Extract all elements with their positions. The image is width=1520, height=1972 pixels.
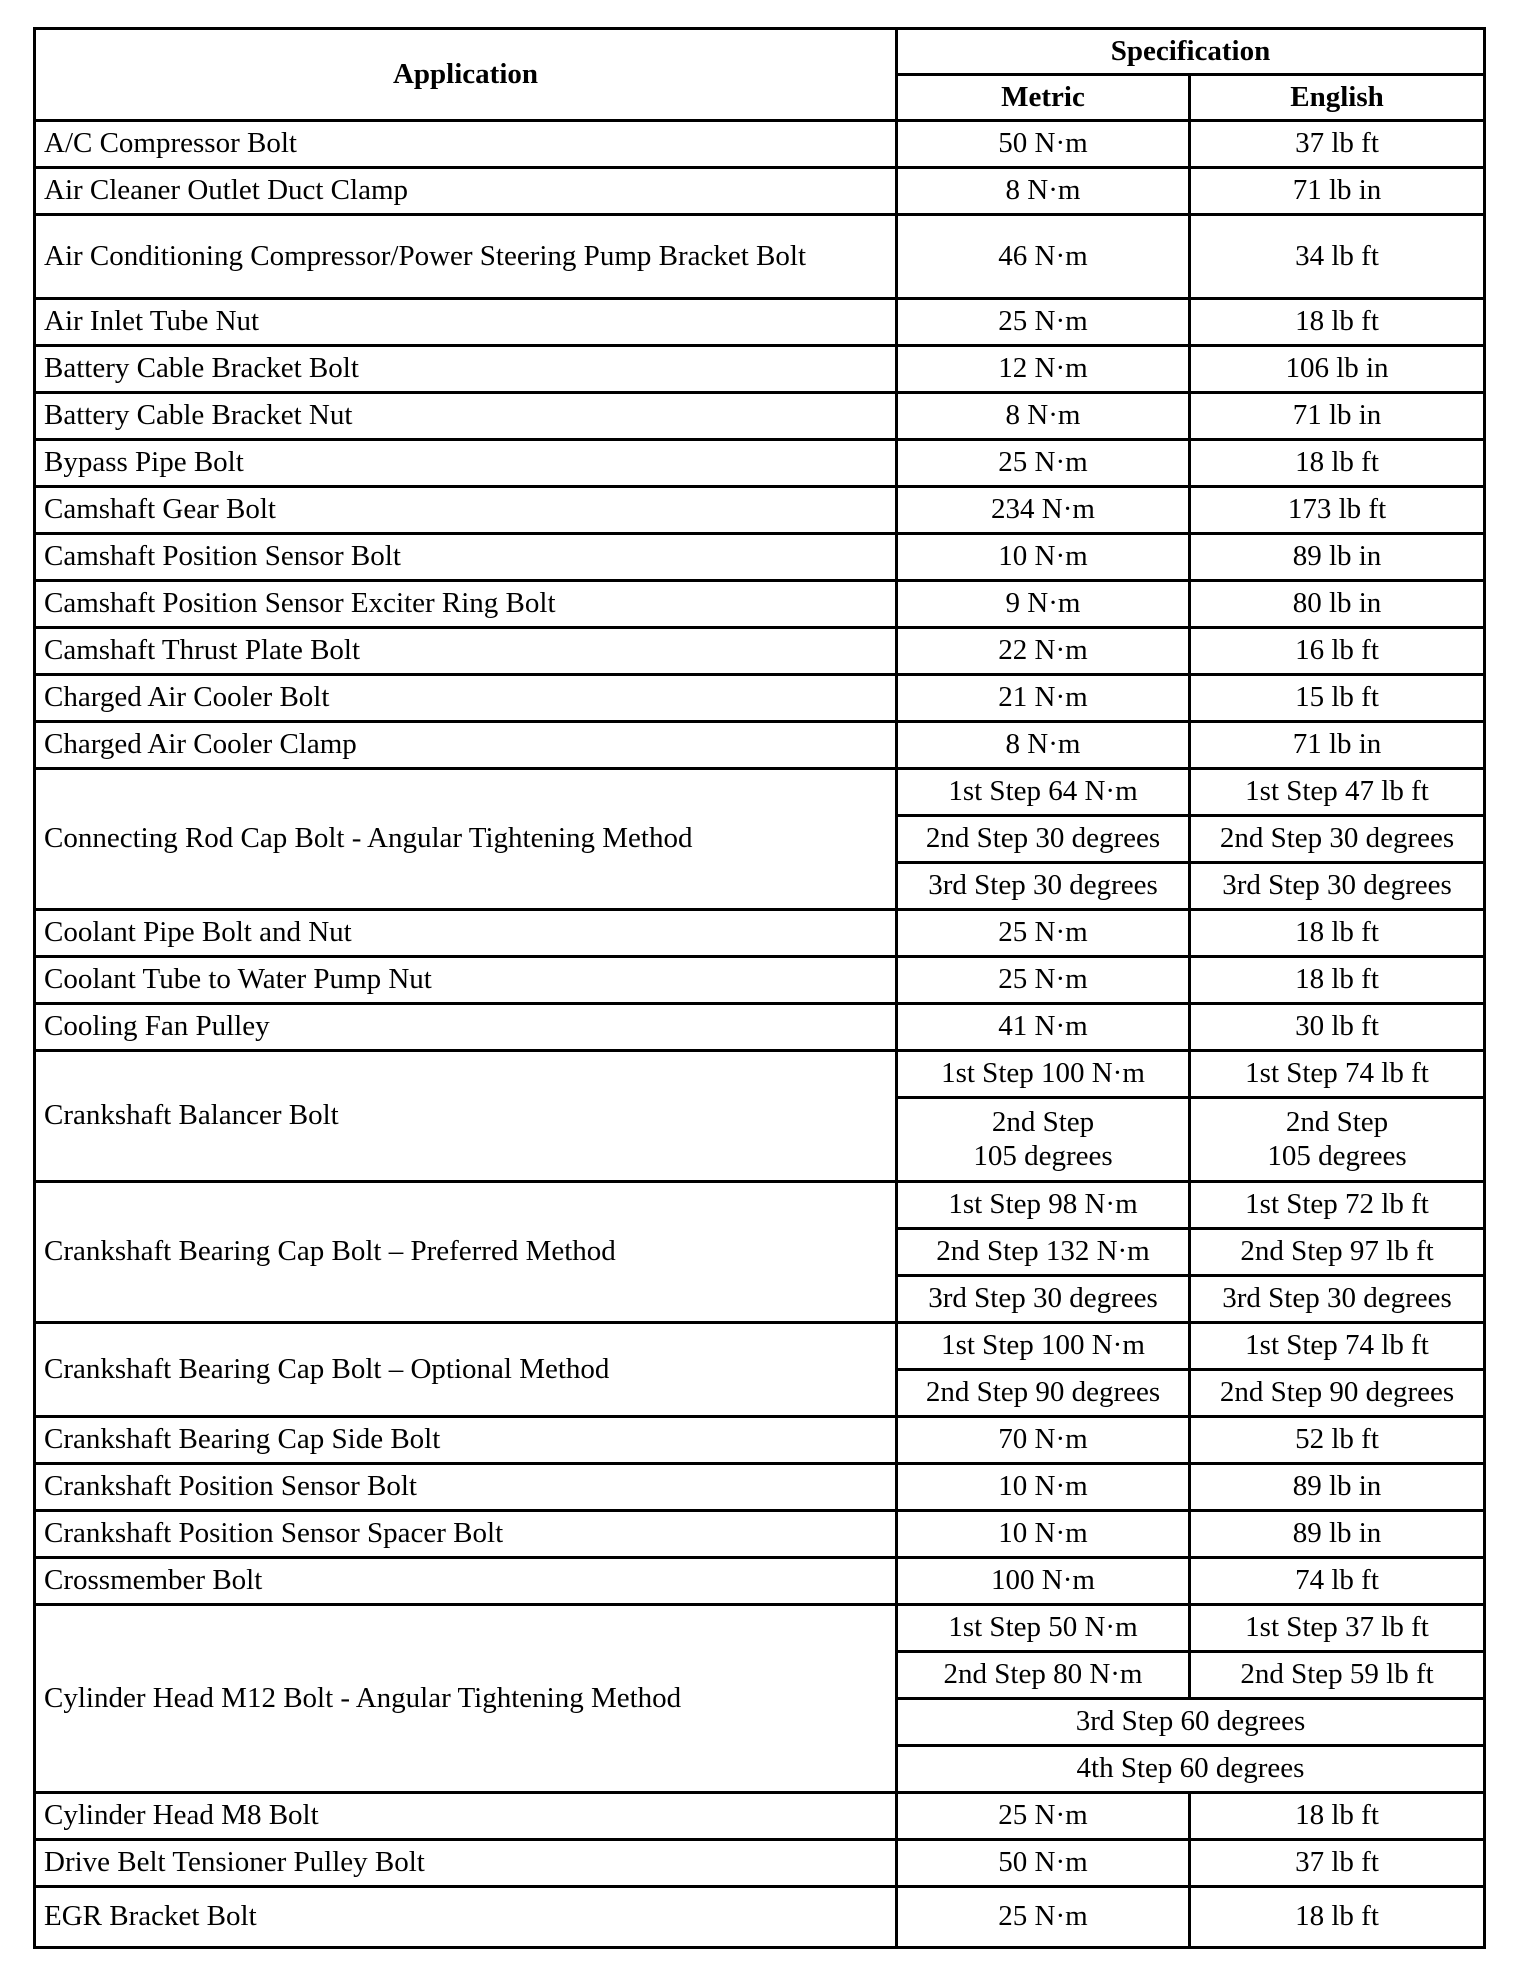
english-cell: 3rd Step 30 degrees <box>1190 863 1485 910</box>
table-row <box>35 722 1485 769</box>
application-cell: Air Inlet Tube Nut <box>35 299 897 346</box>
english-cell <box>1190 1098 1485 1182</box>
application-cell: Crankshaft Position Sensor Bolt <box>35 1464 897 1511</box>
metric-cell: 3rd Step 30 degrees <box>897 863 1190 910</box>
table-row <box>35 910 1485 957</box>
table-row <box>35 1558 1485 1605</box>
metric-cell: 25 N·m <box>897 957 1190 1004</box>
english-cell: 106 lb in <box>1190 346 1485 393</box>
table-row <box>35 1887 1485 1948</box>
table-row <box>35 121 1485 168</box>
metric-cell: 25 N·m <box>897 1793 1190 1840</box>
application-cell: Cylinder Head M8 Bolt <box>35 1793 897 1840</box>
metric-cell: 1st Step 50 N·m <box>897 1605 1190 1652</box>
metric-cell: 46 N·m <box>897 215 1190 299</box>
metric-cell: 1st Step 100 N·m <box>897 1323 1190 1370</box>
english-header: English <box>1190 75 1485 121</box>
english-cell: 89 lb in <box>1190 1511 1485 1558</box>
english-cell: 1st Step 74 lb ft <box>1190 1051 1485 1098</box>
metric-cell: 25 N·m <box>897 299 1190 346</box>
table-row <box>35 957 1485 1004</box>
english-cell: 2nd Step 59 lb ft <box>1190 1652 1485 1699</box>
application-cell: Cylinder Head M12 Bolt - Angular Tightening Method <box>35 1605 897 1793</box>
table-row <box>35 581 1485 628</box>
english-cell: 18 lb ft <box>1190 957 1485 1004</box>
table-row <box>35 675 1485 722</box>
table-row <box>35 769 1485 816</box>
application-cell: Crankshaft Bearing Cap Side Bolt <box>35 1417 897 1464</box>
metric-cell: 3rd Step 30 degrees <box>897 1276 1190 1323</box>
metric-cell: 12 N·m <box>897 346 1190 393</box>
english-cell: 89 lb in <box>1190 1464 1485 1511</box>
metric-cell: 50 N·m <box>897 121 1190 168</box>
table-row <box>35 1417 1485 1464</box>
combined-spec-cell: 3rd Step 60 degrees <box>897 1699 1485 1746</box>
english-cell: 1st Step 72 lb ft <box>1190 1182 1485 1229</box>
english-line: 105 degrees <box>1267 1139 1407 1172</box>
english-cell: 89 lb in <box>1190 534 1485 581</box>
application-cell: Coolant Tube to Water Pump Nut <box>35 957 897 1004</box>
metric-cell: 100 N·m <box>897 1558 1190 1605</box>
application-cell: Cooling Fan Pulley <box>35 1004 897 1051</box>
application-cell: Camshaft Position Sensor Bolt <box>35 534 897 581</box>
english-line: 2nd Step <box>1285 1106 1389 1139</box>
metric-cell: 234 N·m <box>897 487 1190 534</box>
application-cell: Connecting Rod Cap Bolt - Angular Tightening Method <box>35 769 897 910</box>
english-cell: 34 lb ft <box>1190 215 1485 299</box>
metric-line: 105 degrees <box>973 1139 1113 1172</box>
application-cell: Camshaft Position Sensor Exciter Ring Bolt <box>35 581 897 628</box>
english-cell: 1st Step 37 lb ft <box>1190 1605 1485 1652</box>
specification-header: Specification <box>897 29 1485 75</box>
application-cell: Charged Air Cooler Bolt <box>35 675 897 722</box>
metric-cell: 2nd Step 90 degrees <box>897 1370 1190 1417</box>
table-row <box>35 1004 1485 1051</box>
english-cell: 30 lb ft <box>1190 1004 1485 1051</box>
application-cell: EGR Bracket Bolt <box>35 1887 897 1948</box>
application-cell: Crossmember Bolt <box>35 1558 897 1605</box>
application-cell: Charged Air Cooler Clamp <box>35 722 897 769</box>
metric-cell: 8 N·m <box>897 722 1190 769</box>
metric-cell: 2nd Step 132 N·m <box>897 1229 1190 1276</box>
english-cell: 1st Step 47 lb ft <box>1190 769 1485 816</box>
table-row <box>35 168 1485 215</box>
english-cell: 2nd Step 30 degrees <box>1190 816 1485 863</box>
metric-cell: 25 N·m <box>897 1887 1190 1948</box>
metric-cell: 10 N·m <box>897 1464 1190 1511</box>
english-cell: 15 lb ft <box>1190 675 1485 722</box>
metric-cell: 70 N·m <box>897 1417 1190 1464</box>
metric-cell: 2nd Step 30 degrees <box>897 816 1190 863</box>
combined-spec-cell: 4th Step 60 degrees <box>897 1746 1485 1793</box>
english-cell: 80 lb in <box>1190 581 1485 628</box>
english-cell: 37 lb ft <box>1190 1840 1485 1887</box>
table-row <box>35 215 1485 299</box>
metric-cell: 8 N·m <box>897 168 1190 215</box>
metric-cell: 8 N·m <box>897 393 1190 440</box>
application-cell: A/C Compressor Bolt <box>35 121 897 168</box>
metric-cell: 25 N·m <box>897 910 1190 957</box>
table-row <box>35 1793 1485 1840</box>
table-row <box>35 1605 1485 1652</box>
table-row <box>35 1323 1485 1370</box>
table-row <box>35 440 1485 487</box>
application-cell: Battery Cable Bracket Nut <box>35 393 897 440</box>
metric-header: Metric <box>897 75 1190 121</box>
metric-cell: 1st Step 64 N·m <box>897 769 1190 816</box>
metric-cell <box>897 1098 1190 1182</box>
application-header: Application <box>35 29 897 121</box>
application-cell: Air Cleaner Outlet Duct Clamp <box>35 168 897 215</box>
table-row <box>35 534 1485 581</box>
table-row <box>35 299 1485 346</box>
metric-cell: 2nd Step 80 N·m <box>897 1652 1190 1699</box>
metric-line: 2nd Step <box>991 1106 1095 1139</box>
english-cell: 173 lb ft <box>1190 487 1485 534</box>
english-cell: 37 lb ft <box>1190 121 1485 168</box>
table-row <box>35 1840 1485 1887</box>
english-cell: 18 lb ft <box>1190 440 1485 487</box>
table-row <box>35 346 1485 393</box>
application-cell: Crankshaft Bearing Cap Bolt – Optional Method <box>35 1323 897 1417</box>
application-cell: Crankshaft Position Sensor Spacer Bolt <box>35 1511 897 1558</box>
english-cell: 18 lb ft <box>1190 1887 1485 1948</box>
application-cell: Crankshaft Balancer Bolt <box>35 1051 897 1182</box>
table-row <box>35 1464 1485 1511</box>
metric-cell: 25 N·m <box>897 440 1190 487</box>
application-cell: Battery Cable Bracket Bolt <box>35 346 897 393</box>
english-cell: 16 lb ft <box>1190 628 1485 675</box>
english-cell: 3rd Step 30 degrees <box>1190 1276 1485 1323</box>
table-row <box>35 487 1485 534</box>
english-cell: 2nd Step 90 degrees <box>1190 1370 1485 1417</box>
table-row <box>35 1182 1485 1229</box>
metric-cell: 41 N·m <box>897 1004 1190 1051</box>
application-cell: Camshaft Gear Bolt <box>35 487 897 534</box>
application-cell: Camshaft Thrust Plate Bolt <box>35 628 897 675</box>
application-cell: Coolant Pipe Bolt and Nut <box>35 910 897 957</box>
english-cell: 52 lb ft <box>1190 1417 1485 1464</box>
torque-spec-table <box>33 27 1486 1949</box>
english-cell: 1st Step 74 lb ft <box>1190 1323 1485 1370</box>
table-row <box>35 1051 1485 1098</box>
table-row <box>35 393 1485 440</box>
application-cell: Air Conditioning Compressor/Power Steering Pump Bracket Bolt <box>35 215 897 299</box>
metric-cell: 1st Step 100 N·m <box>897 1051 1190 1098</box>
metric-cell: 21 N·m <box>897 675 1190 722</box>
english-cell: 74 lb ft <box>1190 1558 1485 1605</box>
english-cell: 71 lb in <box>1190 168 1485 215</box>
application-cell: Bypass Pipe Bolt <box>35 440 897 487</box>
english-cell: 18 lb ft <box>1190 299 1485 346</box>
metric-cell: 22 N·m <box>897 628 1190 675</box>
english-cell: 18 lb ft <box>1190 910 1485 957</box>
english-cell: 2nd Step 97 lb ft <box>1190 1229 1485 1276</box>
table-row <box>35 628 1485 675</box>
application-cell: Crankshaft Bearing Cap Bolt – Preferred Method <box>35 1182 897 1323</box>
metric-cell: 10 N·m <box>897 534 1190 581</box>
application-cell: Drive Belt Tensioner Pulley Bolt <box>35 1840 897 1887</box>
metric-cell: 10 N·m <box>897 1511 1190 1558</box>
metric-cell: 50 N·m <box>897 1840 1190 1887</box>
english-cell: 71 lb in <box>1190 393 1485 440</box>
metric-cell: 9 N·m <box>897 581 1190 628</box>
english-cell: 18 lb ft <box>1190 1793 1485 1840</box>
table-row <box>35 1511 1485 1558</box>
metric-cell: 1st Step 98 N·m <box>897 1182 1190 1229</box>
english-cell: 71 lb in <box>1190 722 1485 769</box>
